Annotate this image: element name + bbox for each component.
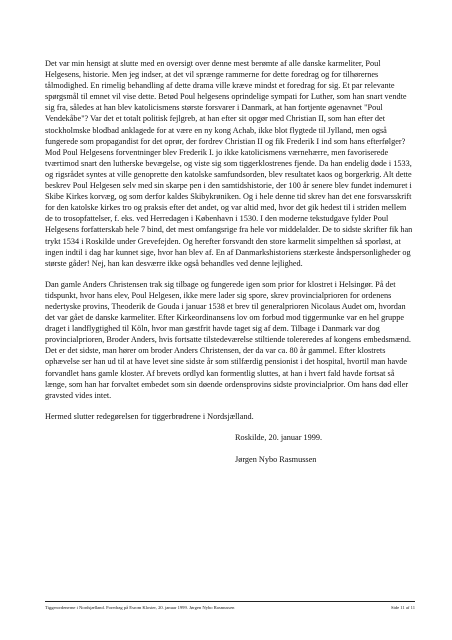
- page-content: [45, 58, 415, 476]
- page-footer: [45, 601, 415, 611]
- author-name: Jørgen Nybo Rasmussen: [235, 455, 317, 464]
- page-number: Side 11 af 11: [390, 605, 415, 610]
- body-paragraph: Dan gamle Anders Christensen trak sig tilbage og fungerede igen som prior for klostret i Helsingør. På det tidspunkt, hvor hans elev, Poul Helgesen, ikke mere lader sig spore, skrev provincialprioren for ordenens nedertyske provins, Theoderik de Gouda i januar 1538 et brev til generalprioren Nicolaus Audet om, hvordan det var gået de danske karmeliter. Efter Kirkeordinansens lov om forbud mod tiggermunke var en hel gruppe draget i landflygtighed til Köln, hvor man gæstfrit havde taget sig af dem. Tilbage i Danmark var dog provincialprioren, Broder Anders, hvis fortsatte tilstedeværelse stiltiende tolereredes af kongens embedsmænd. Det er det sidste, man hører om broder Anders Christensen, der da var ca. 80 år gammel. Efter klostrets ophævelse ser han ud til at have levet sine sidste år som stilfærdig pensionist i det hospital, hvortil man havde forvandlet hans gamle kloster. Af brevets ordlyd kan formentlig sluttes, at han i hvert fald havde fortsat så længe, som han har forvaltet embedet som sin døende ordensprovins sidste provincialprior. Om hans død eller gravsted vides intet.: [45, 279, 411, 400]
- body-paragraph: Det var min hensigt at slutte med en oversigt over denne mest berømte af alle danske karmeliter, Poul Helgesens, historie. Men jeg indser, at det vil sprænge rammerne for dette foredrag og for tilhørernes tålmodighed. En rimelig behandling af dette drama ville kræve mindst et foredrag for sig. Et par relevante spørgsmål til emnet vil vise dette. Betød Poul helgesens oprindelige sympati for Luther, som han snart vendte sig fra, således at han blev katolicismens største forsvarer i Danmark, at han fortjente øgenavnet "Poul Vendekåbe"? Var det et totalt politisk fejlgreb, at han efter sit opgør med Christian II, som han efter det stockholmske blodbad anklagede for at være en ny kong Achab, ikke blot flygtede til Jylland, men også fungerede som propagandist for det oprør, der fordrev Christian II og fik Frederik I ind som hans efterfølger? Mod Poul Helgesens forventninger blev Frederik I. jo ikke katolicismens værnehærre, men favoriserede tværtimod snart den lutherske bevægelse, og viste sig som tiggerklostrenes fjende. Da han endelig døde i 1533, og rigsrådet syntes at ville genoprette den katolske samfundsorden, blev resultatet kaos og borgerkrig. Alt dette beskrev Poul Helgesen selv med sin skarpe pen i den samtidshistorie, der 100 år senere blev fundet indemuret i Skibe Kirkes korvæg, og som derfor kaldes Skibykrøniken. Og i hele denne tid skrev han det ene forsvarsskrift for den katolske kirkes tro og praksis efter det andet, og var altid med, hvor det gik hedest til i striden mellem de to trosopfattelser, f. eks. ved Herredagen i København i 1530. I den moderne tekstudgave fylder Poul Helgesens forfatterskab hele 7 bind, det mest omfangsrige fra hele vor middelalder. De to sidste skrifter fik han trykt 1534 i Roskilde under Grevefejden. Og herefter forsvandt den store karmelit simpelthen så sporløst, at ingen indtil i dag har kunnet sige, hvor han blev af. En af Danmarkshistoriens stærkeste åndspersonligheder og største gåder! Nej, han kan desværre ikke også behandles ved denne lejlighed.: [45, 59, 413, 268]
- body-paragraph: Hermed slutter redegørelsen for tiggerbrødrene i Nordsjælland.: [45, 411, 254, 421]
- signature-block: [235, 432, 415, 465]
- place-date: Roskilde, 20. januar 1999.: [235, 432, 323, 442]
- footer-title: Tiggerordenerne i Nordsjælland. Foredrag på Esrom Kloster, 20. januar 1999. Jørgen Nybo Rasmussen: [45, 605, 235, 610]
